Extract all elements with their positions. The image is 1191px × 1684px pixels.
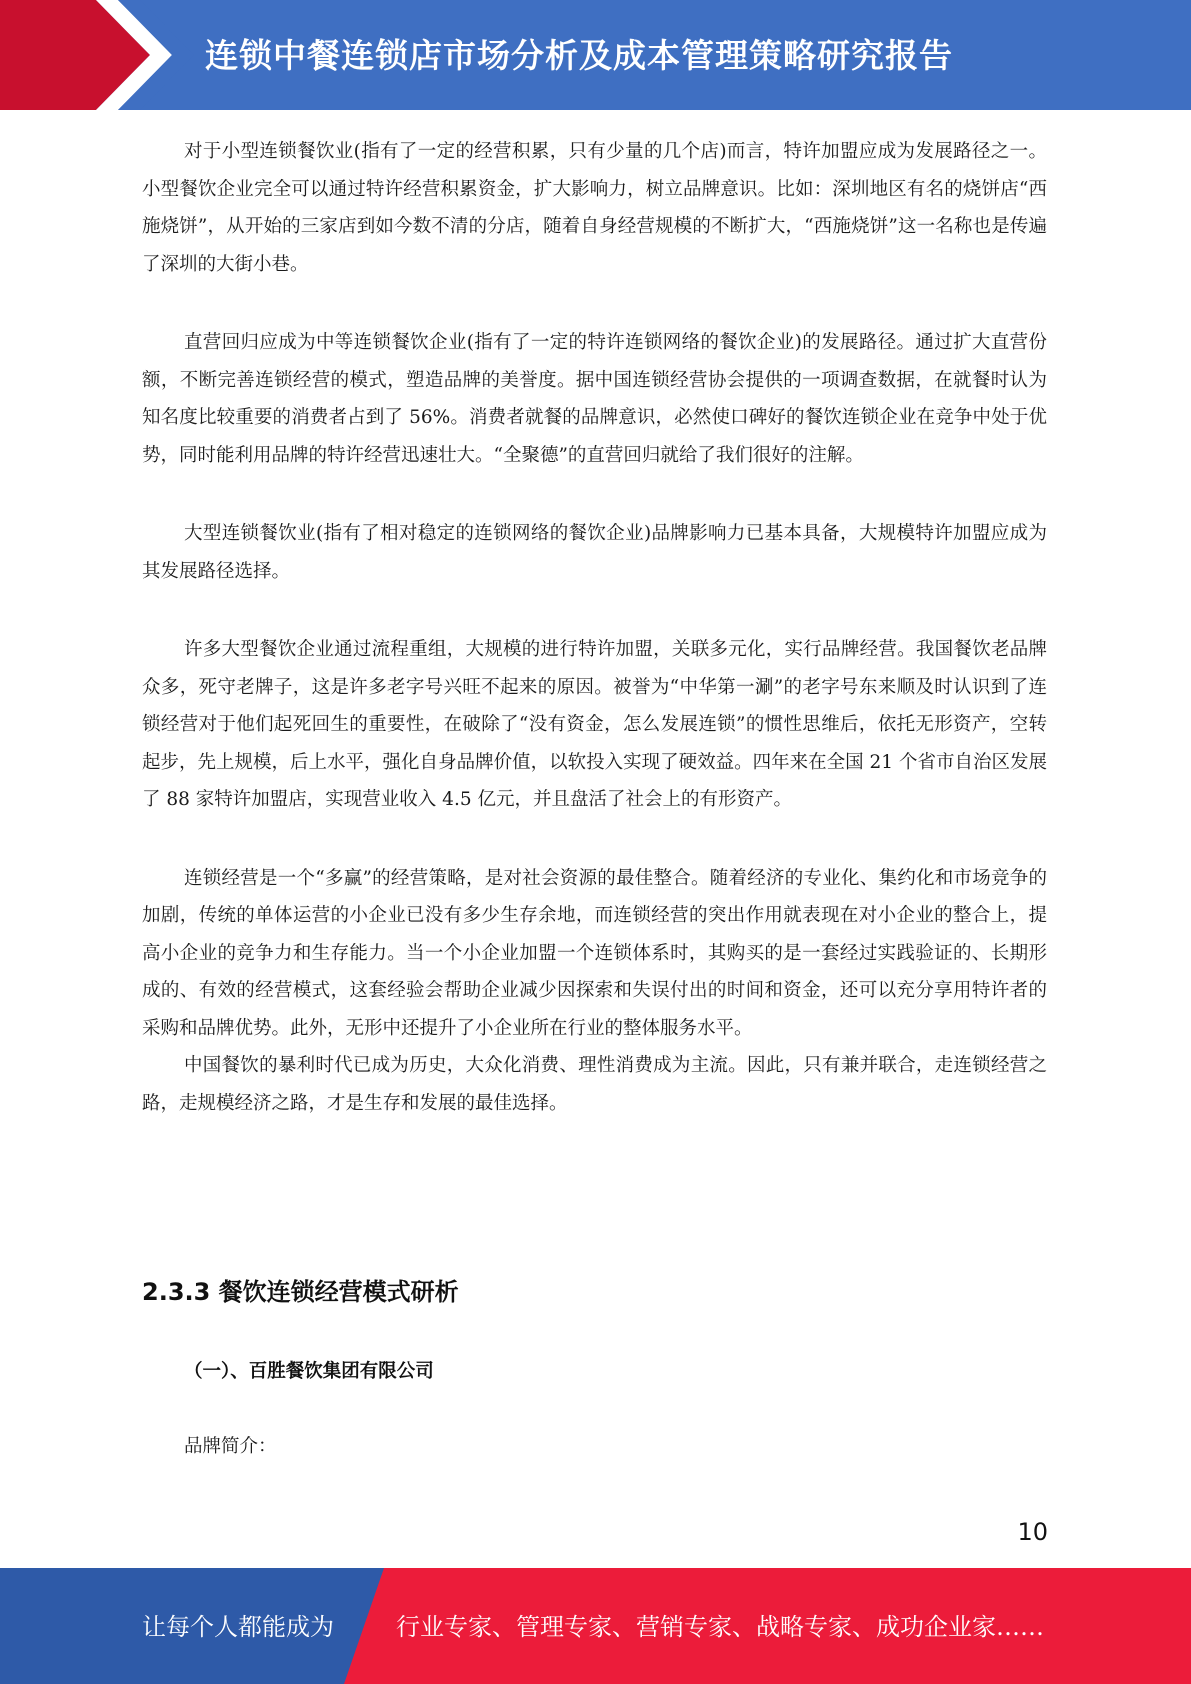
paragraph: 对于小型连锁餐饮业(指有了一定的经营积累，只有少量的几个店)而言，特许加盟应成为发展路径之一。小型餐饮企业完全可以通过特许经营积累资金，扩大影响力，树立品牌意识。比如：深圳地区有名的烧饼店“西施烧饼”，从开始的三家店到如今数不清的分店，随着自身经营规模的不断扩大，“西施烧饼”这一名称也是传遍了深圳的大街小巷。 bbox=[142, 141, 1047, 275]
report-title: 连锁中餐连锁店市场分析及成本管理策略研究报告 bbox=[205, 36, 953, 75]
brand-intro-label: 品牌简介： bbox=[184, 1436, 277, 1457]
page-header bbox=[0, 0, 1191, 110]
footer-slogan-right: 行业专家、管理专家、营销专家、战略专家、成功企业家…… bbox=[396, 1613, 1044, 1641]
paragraph: 中国餐饮的暴利时代已成为历史，大众化消费、理性消费成为主流。因此，只有兼并联合，走连锁经营之路，走规模经济之路，才是生存和发展的最佳选择。 bbox=[142, 1055, 1047, 1114]
subsection-heading: （一）、百胜餐饮集团有限公司 bbox=[184, 1361, 434, 1382]
footer-slogan-left: 让每个人都能成为 bbox=[142, 1613, 334, 1641]
paragraph: 许多大型餐饮企业通过流程重组，大规模的进行特许加盟，关联多元化，实行品牌经营。我国餐饮老品牌众多，死守老牌子，这是许多老字号兴旺不起来的原因。被誉为“中华第一涮”的老字号东来顺及时认识到了连锁经营对于他们起死回生的重要性，在破除了“没有资金，怎么发展连锁”的惯性思维后，依托无形资产，空转起步，先上规模，后上水平，强化自身品牌价值，以软投入实现了硬效益。四年来在全国 21 个省市自治区发展了 88 家特许加盟店，实现营业收入 4.5 亿元，并且盘活了社会上的有形资产。 bbox=[142, 639, 1047, 810]
paragraph: 连锁经营是一个“多赢”的经营策略，是对社会资源的最佳整合。随着经济的专业化、集约化和市场竞争的加剧，传统的单体运营的小企业已没有多少生存余地，而连锁经营的突出作用就表现在对小企业的整合上，提高小企业的竞争力和生存能力。当一个小企业加盟一个连锁体系时，其购买的是一套经过实践验证的、长期形成的、有效的经营模式，这套经验会帮助企业减少因探索和失误付出的时间和资金，还可以充分享用特许者的采购和品牌优势。此外，无形中还提升了小企业所在行业的整体服务水平。 bbox=[142, 867, 1047, 1039]
section-heading: 2.3.3 餐饮连锁经营模式研析 bbox=[142, 1278, 459, 1306]
paragraph: 大型连锁餐饮业(指有了相对稳定的连锁网络的餐饮企业)品牌影响力已基本具备，大规模特许加盟应成为其发展路径选择。 bbox=[142, 523, 1047, 582]
paragraph: 直营回归应成为中等连锁餐饮企业(指有了一定的特许连锁网络的餐饮企业)的发展路径。通过扩大直营份额，不断完善连锁经营的模式，塑造品牌的美誉度。据中国连锁经营协会提供的一项调查数据，在就餐时认为知名度比较重要的消费者占到了 56%。消费者就餐的品牌意识，必然使口碑好的餐饮连锁企业在竞争中处于优势，同时能利用品牌的特许经营迅速壮大。“全聚德”的直营回归就给了我们很好的注解。 bbox=[142, 332, 1047, 466]
page-footer bbox=[0, 1568, 1191, 1684]
report-body bbox=[142, 133, 1047, 1122]
page-number: 10 bbox=[1017, 1518, 1048, 1546]
